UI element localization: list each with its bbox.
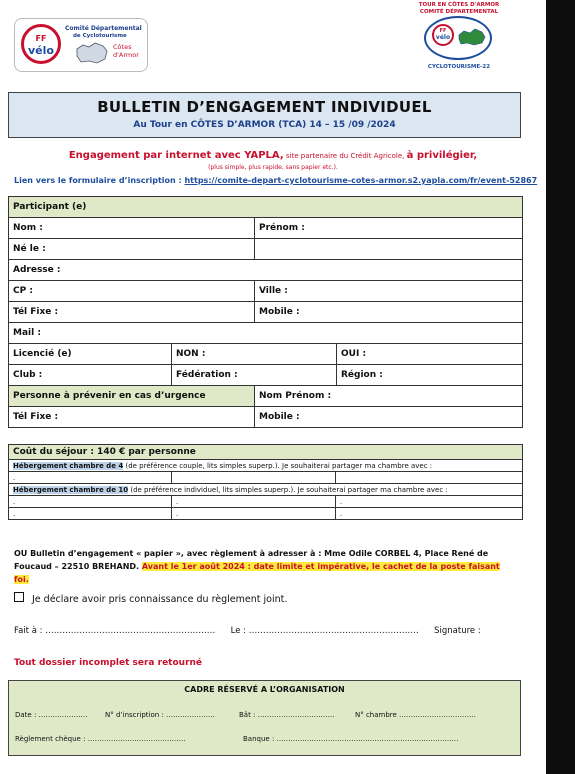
logo-line2: de Cyclotourisme <box>73 33 127 39</box>
heb10-line <box>9 484 523 496</box>
logo-right-top1: TOUR EN CÔTES D'ARMOR <box>418 2 500 8</box>
federation-field[interactable]: Fédération : <box>172 365 337 386</box>
le-field[interactable]: Le : …………………………………………………… <box>230 626 419 636</box>
ffvelo-ff-text: FF <box>35 34 47 43</box>
organisation-title: CADRE RÉSERVÉ A L’ORGANISATION <box>184 685 345 694</box>
declaration-checkbox[interactable] <box>14 592 24 602</box>
region-field[interactable]: Région : <box>337 365 523 386</box>
ne-le-blank <box>255 239 523 260</box>
incomplete-warning: Tout dossier incomplet sera retourné <box>14 658 203 668</box>
cout-header: Coût du séjour : 140 € par personne <box>9 445 523 460</box>
paper-text: OU Bulletin d’engagement « papier », avec règlement à adresser à : Mme Odile CORBEL 4, Place René de Foucaud – 22510 BREHAND. <box>14 549 489 571</box>
ville-field[interactable]: Ville : <box>255 281 523 302</box>
tour-cotes-armor-logo <box>418 2 500 74</box>
heb4-line <box>9 460 523 472</box>
heb4-highlight: Hébergement chambre de 4 <box>13 461 124 470</box>
page-subtitle: Au Tour en CÔTES D’ARMOR (TCA) 14 – 15 /09 /2024 <box>133 120 396 130</box>
heb10-highlight: Hébergement chambre de 10 <box>13 485 129 494</box>
deadline-highlight: Avant le 1er août 2024 : date limite et impérative, le cachet de la poste faisant foi. <box>14 562 500 584</box>
heb4-text: (de préférence couple, lits simples superp.). Je souhaiterai partager ma chambre avec : <box>123 461 433 470</box>
ne-le-field[interactable]: Né le : <box>9 239 255 260</box>
oui-field[interactable]: OUI : <box>337 344 523 365</box>
cadre-banque[interactable]: Banque : …………………………………………………………………… <box>243 735 459 743</box>
licencie-label: Licencié (e) <box>9 344 172 365</box>
heb10-slot-1[interactable]: . <box>9 496 172 508</box>
registration-link-line <box>14 176 537 185</box>
club-field[interactable]: Club : <box>9 365 172 386</box>
heb4-slot-2[interactable] <box>172 472 336 484</box>
mobile-field[interactable]: Mobile : <box>255 302 523 323</box>
registration-link[interactable]: https://comite-depart-cyclotourisme-cotes-armor.s2.yapla.com/fr/event-52867 <box>184 176 538 185</box>
cotes-armor-map-icon <box>75 41 109 65</box>
yapla-note: (plus simple, plus rapide, sans papier etc.). <box>208 164 338 171</box>
declaration-line <box>14 592 287 605</box>
logo-right-top2: COMITÉ DÉPARTEMENTAL <box>419 9 499 15</box>
signature-label: Signature : <box>434 626 481 636</box>
cout-table <box>8 444 523 520</box>
logo-right-top <box>418 2 500 16</box>
title-box <box>8 92 521 138</box>
yapla-line <box>0 150 546 161</box>
ffvelo-cote-armor-logo <box>14 18 148 72</box>
ffvelo-badge <box>21 24 61 64</box>
page-title: BULLETIN D’ENGAGEMENT INDIVIDUEL <box>97 98 432 116</box>
signature-line <box>14 626 481 636</box>
fait-a-field[interactable]: Fait à : …………………………………………………… <box>14 626 216 636</box>
heb4-slot-3[interactable] <box>336 472 523 484</box>
heb10-slot-2[interactable]: . <box>172 496 336 508</box>
heb10-text: (de préférence individuel, lits simples superp.). Je souhaiterai partager ma chambre avec : <box>128 485 448 494</box>
tel-fixe-field[interactable]: Tél Fixe : <box>9 302 255 323</box>
ffvelo-small-badge <box>432 24 454 46</box>
ffvelo-small-ff: FF <box>439 28 447 34</box>
logo-line3a: Côtes <box>113 43 132 51</box>
heb10-slot-4[interactable]: . <box>9 508 172 520</box>
yapla-partner: site partenaire du Crédit Agricole, <box>283 152 407 160</box>
adresse-field[interactable]: Adresse : <box>9 260 523 281</box>
declaration-text: Je déclare avoir pris connaissance du règlement joint. <box>32 594 288 605</box>
logo-line1: Comité Départemental <box>65 25 142 32</box>
heb10-slot-6[interactable]: . <box>336 508 523 520</box>
mail-field[interactable]: Mail : <box>9 323 523 344</box>
cadre-inscription[interactable]: N° d’inscription : ………………… <box>105 711 215 719</box>
participant-header: Participant (e) <box>9 197 523 218</box>
nom-field[interactable]: Nom : <box>9 218 255 239</box>
cadre-reglement[interactable]: Règlement chèque : …………………………………… <box>15 735 186 743</box>
link-label: Lien vers le formulaire d’inscription : <box>14 176 185 185</box>
mobile-urgence-field[interactable]: Mobile : <box>255 407 523 428</box>
ffvelo-small-velo: vélo <box>435 34 451 41</box>
nom-prenom-field[interactable]: Nom Prénom : <box>255 386 523 407</box>
yapla-privilege: à privilégier, <box>406 150 478 161</box>
cadre-date[interactable]: Date : ………………… <box>15 711 88 719</box>
logo-line3 <box>113 43 139 59</box>
paper-registration-paragraph <box>14 547 514 586</box>
cp-field[interactable]: CP : <box>9 281 255 302</box>
heb10-slot-5[interactable]: . <box>172 508 336 520</box>
logo-right-bottom: CYCLOTOURISME-22 <box>427 64 491 70</box>
tel-fixe-urgence-field[interactable]: Tél Fixe : <box>9 407 255 428</box>
department-map-icon <box>458 28 486 46</box>
yapla-main: Engagement par internet avec YAPLA, <box>68 150 284 161</box>
prenom-field[interactable]: Prénom : <box>255 218 523 239</box>
cadre-chambre[interactable]: N° chambre …………………………… <box>355 711 477 719</box>
participant-form-table <box>8 196 523 428</box>
heb4-slot-1[interactable]: . <box>9 472 172 484</box>
non-field[interactable]: NON : <box>172 344 337 365</box>
organisation-box <box>8 680 521 756</box>
heb10-slot-3[interactable]: . <box>336 496 523 508</box>
logo-line3b: d'Armor <box>113 51 139 59</box>
urgence-header: Personne à prévenir en cas d’urgence <box>9 386 255 407</box>
cadre-bat[interactable]: Bât : …………………………… <box>239 711 335 719</box>
ffvelo-velo-text: vélo <box>28 44 54 57</box>
window-edge-bar <box>546 0 575 774</box>
